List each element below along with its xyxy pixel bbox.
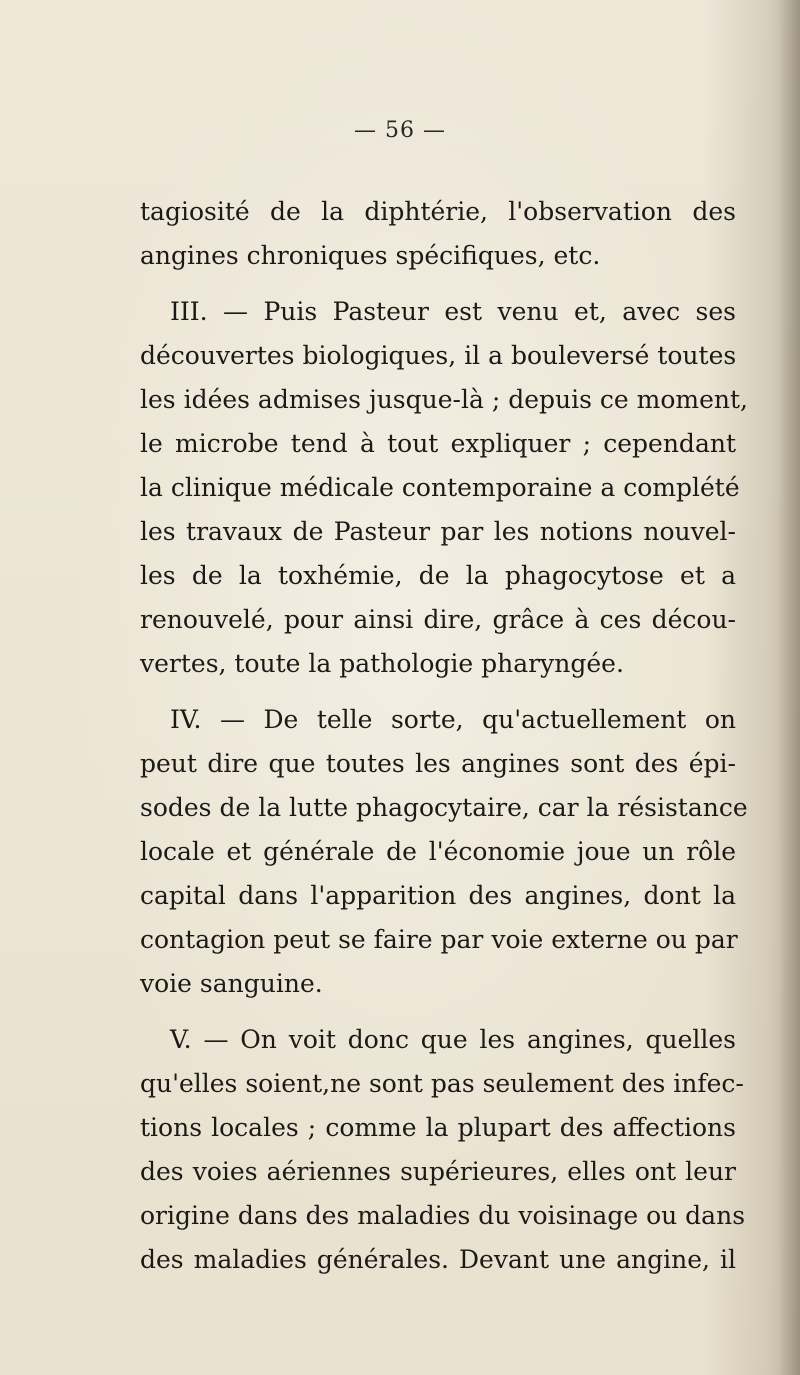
text-line: les travaux de Pasteur par les notions nouvel- [140, 517, 736, 546]
text-line: les de la toxhémie, de la phagocytose et a [140, 561, 736, 590]
paragraph [140, 698, 748, 1006]
text-line: contagion peut se faire par voie externe ou par [140, 925, 738, 954]
text-line: des maladies générales. Devant une angine, il [140, 1245, 736, 1274]
text-line: IV. — De telle sorte, qu'actuellement on [170, 705, 736, 734]
text-line: les idées admises jusque-là ; depuis ce moment, [140, 385, 748, 414]
text-line: découvertes biologiques, il a bouleversé toutes [140, 341, 737, 370]
text-line: vertes, toute la pathologie pharyngée. [140, 649, 624, 678]
text-line: locale et générale de l'économie joue un rôle [140, 837, 736, 866]
paragraph [140, 190, 736, 278]
text-line: des voies aériennes supérieures, elles ont leur [140, 1157, 736, 1186]
text-line: qu'elles soient,ne sont pas seulement des infec- [140, 1069, 744, 1098]
text-line: renouvelé, pour ainsi dire, grâce à ces décou- [140, 605, 736, 634]
text-line: angines chroniques spécifiques, etc. [140, 241, 601, 270]
text-line: origine dans des maladies du voisinage ou dans [140, 1201, 746, 1230]
paragraph [140, 1018, 746, 1282]
text-line: voie sanguine. [140, 969, 323, 998]
text-line: la clinique médicale contemporaine a complété [140, 473, 740, 502]
text-line: sodes de la lutte phagocytaire, car la résistance [140, 793, 748, 822]
page-edge-shadow [778, 0, 800, 1375]
text-line: III. — Puis Pasteur est venu et, avec ses [170, 297, 736, 326]
page-number: — 56 — [354, 118, 446, 143]
paragraph [140, 290, 748, 686]
text-line: tions locales ; comme la plupart des affections [140, 1113, 736, 1142]
text-line: capital dans l'apparition des angines, dont la [140, 881, 736, 910]
text-line: peut dire que toutes les angines sont des épi- [140, 749, 736, 778]
text-line: tagiosité de la diphtérie, l'observation des [140, 197, 736, 226]
body-text [140, 190, 748, 1282]
text-line: V. — On voit donc que les angines, quelles [170, 1025, 736, 1054]
text-line: le microbe tend à tout expliquer ; cependant [140, 429, 736, 458]
